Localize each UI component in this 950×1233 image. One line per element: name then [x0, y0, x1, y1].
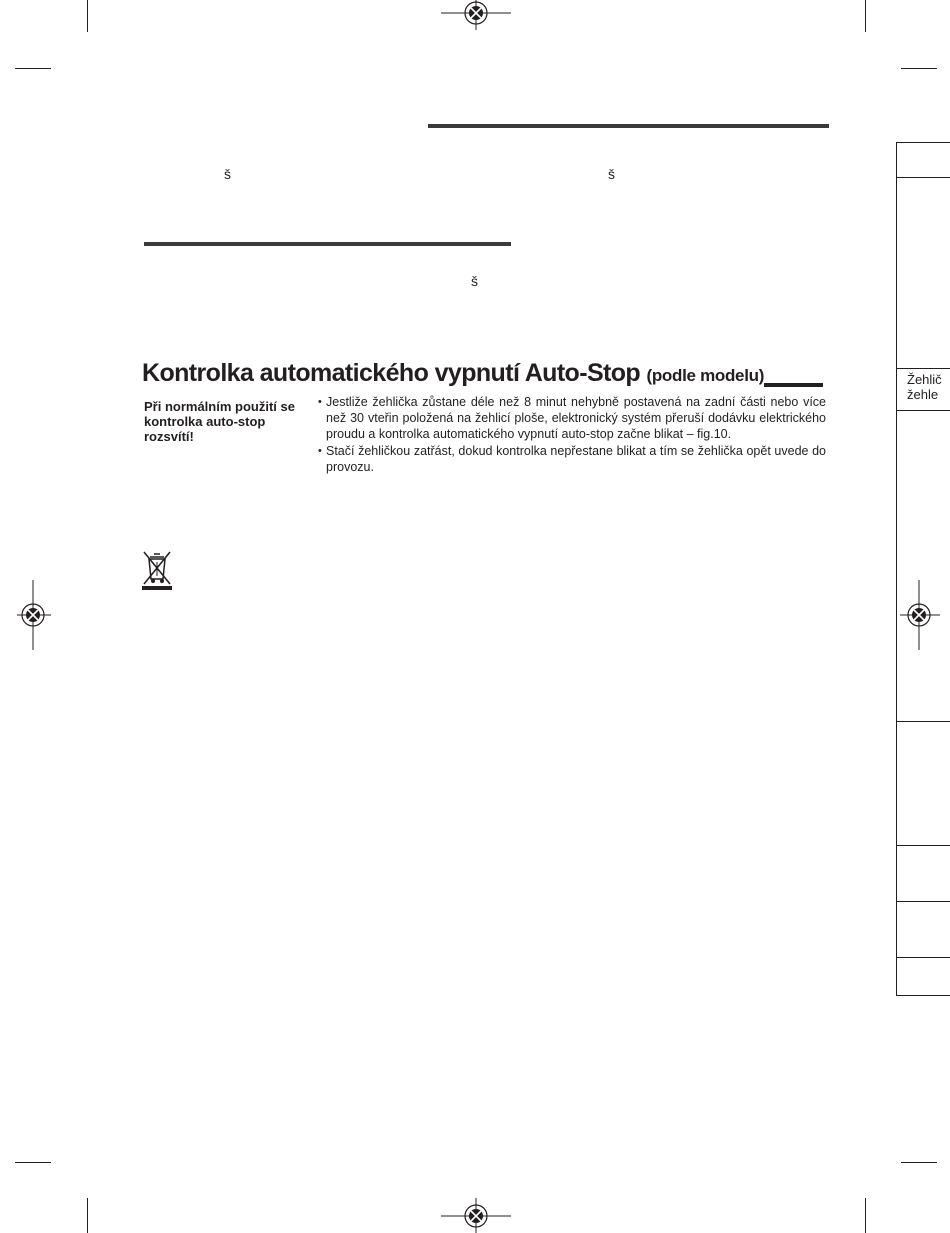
side-tab-column	[896, 142, 950, 996]
crop-mark	[865, 0, 866, 32]
tab-divider	[897, 410, 950, 411]
crop-mark	[15, 68, 51, 69]
tab-divider	[897, 845, 950, 846]
section-rule	[144, 242, 511, 246]
crop-mark	[901, 1162, 937, 1163]
section-rule	[428, 124, 829, 128]
registration-mark-icon	[441, 1198, 511, 1233]
stray-glyph: š	[224, 166, 231, 182]
crop-mark	[15, 1162, 51, 1163]
tab-divider	[897, 142, 950, 143]
list-item: • Jestliže žehlička zůstane déle než 8 minut nehybně postavená na zadní části nebo více než 30 vteřin položená na žehlicí ploše, elektronický systém přeruší dodávku elektrického proudu a kontrolka automatického vypnutí auto-stop začne blikat – fig.10.	[318, 394, 826, 443]
crossed-out-wheelie-bin-icon	[141, 549, 173, 591]
list-item: • Stačí žehličkou zatřást, dokud kontrolka nepřestane blikat a tím se žehlička opět uvede do provozu.	[318, 443, 826, 475]
tab-divider	[897, 368, 950, 369]
tab-divider	[897, 177, 950, 178]
crop-mark	[901, 68, 937, 69]
section-subtitle: (podle modelu)	[646, 366, 765, 385]
tab-divider	[897, 957, 950, 958]
stray-glyph: š	[608, 166, 615, 182]
crop-mark	[865, 1198, 866, 1233]
stray-glyph: š	[471, 273, 478, 289]
crop-mark	[87, 1198, 88, 1233]
side-note: Při normálním použití se kontrolka auto-stop rozsvítí!	[144, 399, 295, 444]
registration-mark-icon	[17, 580, 51, 650]
bullet-list	[318, 394, 826, 475]
side-tab-label[interactable]: Žehlič žehle	[907, 372, 942, 402]
tab-divider	[897, 901, 950, 902]
registration-mark-icon	[441, 0, 511, 30]
crop-mark	[87, 0, 88, 32]
heading-bar	[764, 383, 823, 387]
section-heading	[142, 359, 764, 388]
tab-divider	[897, 995, 950, 996]
tab-divider	[897, 721, 950, 722]
section-title: Kontrolka automatického vypnutí Auto-Stop	[142, 359, 641, 387]
